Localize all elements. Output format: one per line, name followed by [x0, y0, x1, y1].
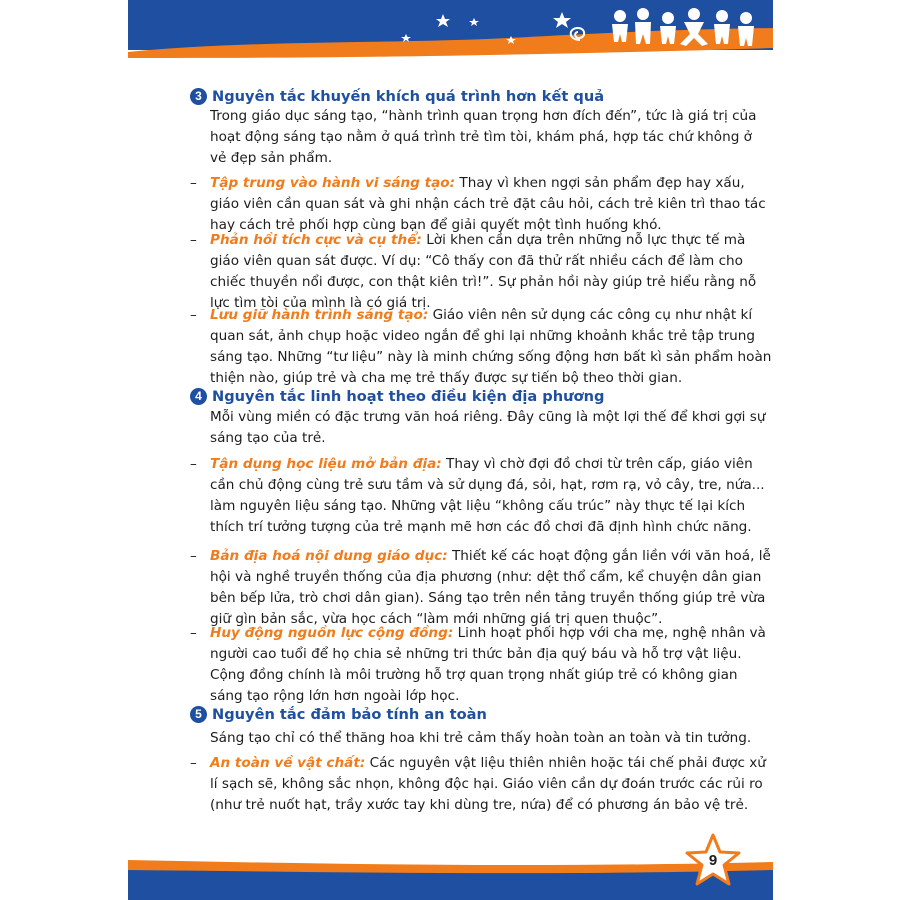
bullet-label: Phản hồi tích cực và cụ thể:: [210, 232, 422, 248]
section-number-badge: 4: [190, 388, 207, 405]
list-item: [190, 753, 775, 816]
bullet-text: Giáo viên nên sử dụng các công cụ như nhật kí quan sát, ảnh chụp hoặc video ngắn để ghi lại những khoảnh khắc trẻ tập trung sáng tạo. Những “tư liệu” này là minh chứng sống động hơn bất kì sản phẩm hoàn thiện nào, giúp trẻ và cha mẹ trẻ thấy được sự tiến bộ theo thời gian.: [210, 307, 772, 387]
dash-icon: –: [190, 625, 197, 641]
bullet-text: Thay vì khen ngợi sản phẩm đẹp hay xấu, giáo viên cần quan sát và ghi nhận cách trẻ đặt câu hỏi, cách trẻ kiên trì thao tác hay cách trẻ phối hợp cùng bạn để giải quyết một tình huống khó.: [210, 175, 766, 234]
book-page: [128, 0, 773, 900]
dash-icon: –: [190, 175, 197, 191]
bullet-label: Bản địa hoá nội dung giáo dục:: [210, 548, 448, 564]
bullet-text: Linh hoạt phối hợp với cha mẹ, nghệ nhân và người cao tuổi để họ chia sẻ những tri thức bản địa quý báu và hỗ trợ vật liệu. Cộng đồng chính là môi trường hỗ trợ quan trọng nhất giúp trẻ có không gian sáng tạo rộng lớn hơn ngoài lớp học.: [210, 625, 766, 705]
bullet-text: Thay vì chờ đợi đồ chơi từ trên cấp, giáo viên cần chủ động cùng trẻ sưu tầm và sử dụng đá, sỏi, hạt, rơm rạ, vỏ cây, tre, nứa... làm nguyên liệu sáng tạo. Những vật liệu “không cấu trúc” này thực tế lại kích thích trí tưởng tượng của trẻ mạnh mẽ hơn các đồ chơi đã định hình chức năng.: [210, 456, 765, 536]
section-intro: Mỗi vùng miền có đặc trưng văn hoá riêng. Đây cũng là một lợi thế để khơi gợi sự sáng tạo của trẻ.: [210, 409, 766, 447]
section-5-heading: [190, 703, 487, 725]
bullet-text: Các nguyên vật liệu thiên nhiên hoặc tái chế phải được xử lí sạch sẽ, không sắc nhọn, không độc hại. Giáo viên cần dự đoán trước các rủi ro (như trẻ nuốt hạt, trầy xước tay khi dùng tre, nứa) để có phương án bảo vệ trẻ.: [210, 755, 766, 814]
dash-icon: –: [190, 232, 197, 248]
dash-icon: –: [190, 548, 197, 564]
section-number-badge: 3: [190, 88, 207, 105]
bullet-text: Lời khen cần dựa trên những nỗ lực thực tế mà giáo viên quan sát được. Ví dụ: “Cô thấy con đã thử rất nhiều cách để làm cho chiếc thuyền nổi được, con thật kiên trì!”. Sự phản hồi này giúp trẻ hiểu rằng nỗ lực tìm tòi của mình là có giá trị.: [210, 232, 757, 312]
list-item: [190, 305, 775, 389]
bullet-label: Lưu giữ hành trình sáng tạo:: [210, 307, 429, 323]
bullet-text: Thiết kế các hoạt động gắn liền với văn hoá, lễ hội và nghề truyền thống của địa phương (như: dệt thổ cẩm, kể chuyện dân gian bên bếp lửa, trò chơi dân gian). Sáng tạo trên nền tảng truyền thống giúp trẻ vừa giữ gìn bản sắc, vừa học cách “làm mới những giá trị quen thuộc”.: [210, 548, 771, 628]
bullet-label: Huy động nguồn lực cộng đồng:: [210, 625, 454, 641]
bullet-label: An toàn về vật chất:: [210, 755, 366, 771]
dash-icon: –: [190, 456, 197, 472]
dash-icon: –: [190, 755, 197, 771]
section-title: Nguyên tắc khuyến khích quá trình hơn kết quả: [212, 87, 605, 105]
list-item: [190, 230, 775, 314]
bullet-label: Tận dụng học liệu mở bản địa:: [210, 456, 442, 472]
list-item: [190, 454, 775, 538]
page-number: 9: [708, 852, 718, 869]
dash-icon: –: [190, 307, 197, 323]
section-4-heading: [190, 385, 604, 407]
section-number-badge: 5: [190, 706, 207, 723]
list-item: [190, 173, 775, 236]
list-item: [190, 623, 775, 707]
list-item: [190, 546, 775, 630]
section-title: Nguyên tắc linh hoạt theo điều kiện địa phương: [212, 387, 605, 405]
section-intro: Sáng tạo chỉ có thể thăng hoa khi trẻ cảm thấy hoàn toàn an toàn và tin tưởng.: [210, 730, 752, 746]
bullet-label: Tập trung vào hành vi sáng tạo:: [210, 175, 456, 191]
section-intro: Trong giáo dục sáng tạo, “hành trình quan trọng hơn đích đến”, tức là giá trị của hoạt động sáng tạo nằm ở quá trình trẻ tìm tòi, khám phá, hợp tác chứ không ở vẻ đẹp sản phẩm.: [210, 108, 757, 167]
page-content: [128, 0, 773, 900]
section-3-heading: [190, 85, 604, 107]
section-title: Nguyên tắc đảm bảo tính an toàn: [212, 705, 487, 723]
